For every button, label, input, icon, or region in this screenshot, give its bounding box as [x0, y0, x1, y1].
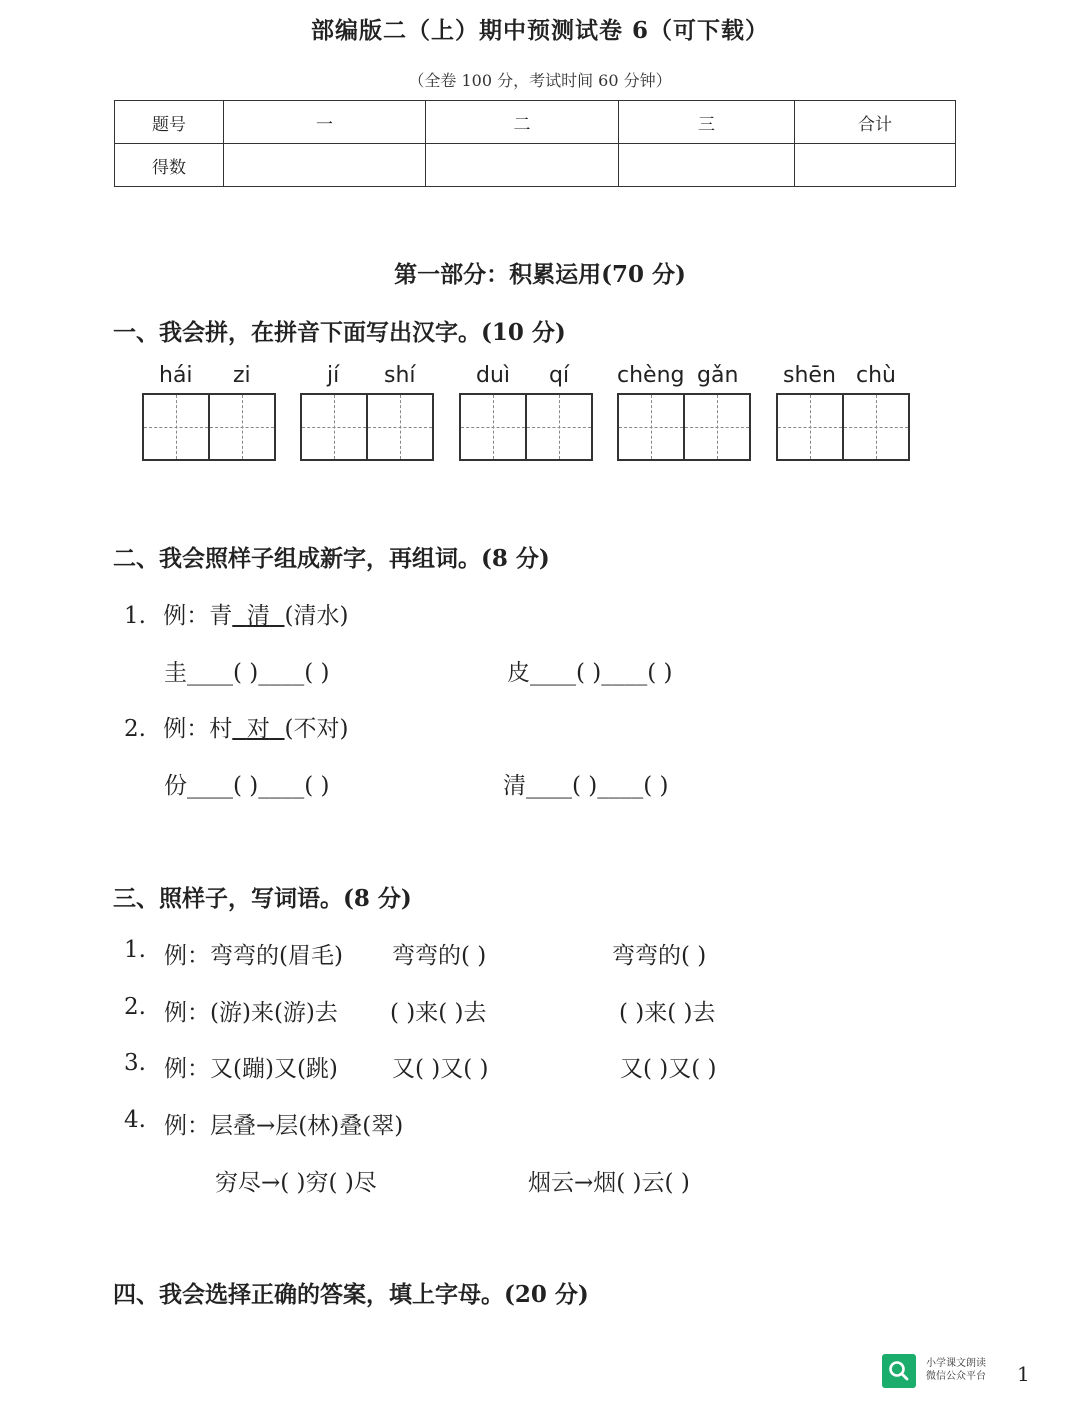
- answer-blank[interactable]: 烟云→烟( )云( ): [528, 1170, 690, 1196]
- writing-grid[interactable]: [617, 393, 751, 461]
- table-cell: 三: [619, 101, 795, 144]
- answer-blank[interactable]: 又( )又( ): [620, 1056, 717, 1082]
- question-number: 3.: [124, 1050, 146, 1076]
- question-number: 1.: [124, 937, 146, 963]
- answer-line[interactable]: 份____( )____( ): [164, 773, 330, 799]
- example-char: 清: [246, 603, 270, 629]
- writing-grid[interactable]: [300, 393, 434, 461]
- score-input-cell[interactable]: [619, 144, 795, 187]
- pinyin: zi: [233, 363, 251, 388]
- section-heading: 一、我会拼，在拼音下面写出汉字。(10 分): [113, 319, 566, 346]
- example-lead: 例：青: [163, 603, 233, 629]
- pinyin: shí: [384, 363, 416, 388]
- answer-blank[interactable]: 又( )又( ): [392, 1056, 489, 1082]
- pinyin: gǎn: [697, 363, 739, 388]
- table-cell: 一: [224, 101, 426, 144]
- score-input-cell[interactable]: [426, 144, 619, 187]
- question-number: 2.: [124, 994, 146, 1020]
- example-text: 例：(游)来(游)去: [164, 1000, 338, 1026]
- question-number: 4.: [124, 1107, 146, 1133]
- pinyin: duì: [476, 363, 511, 388]
- example-word: (清水): [284, 603, 349, 629]
- score-table: [114, 100, 956, 187]
- answer-blank[interactable]: ( )来( )去: [390, 1000, 487, 1026]
- example-char: 对: [246, 716, 270, 742]
- part-title: 第一部分：积累运用(70 分): [394, 261, 686, 288]
- page-number: 1: [1017, 1362, 1030, 1386]
- score-input-cell[interactable]: [795, 144, 956, 187]
- section-heading: 二、我会照样子组成新字，再组词。(8 分): [113, 545, 550, 572]
- search-icon: [882, 1354, 916, 1388]
- section-heading: 三、照样子，写词语。(8 分): [113, 885, 412, 912]
- writing-grid[interactable]: [776, 393, 910, 461]
- pinyin: hái: [159, 363, 193, 388]
- answer-line[interactable]: 皮____( )____( ): [507, 660, 673, 686]
- question-number: 1.: [124, 603, 146, 629]
- example-word: (不对): [284, 716, 349, 742]
- table-cell: 题号: [115, 101, 224, 144]
- answer-blank[interactable]: 穷尽→( )穷( )尽: [215, 1170, 377, 1196]
- answer-line[interactable]: 圭____( )____( ): [164, 660, 330, 686]
- wechat-logo: [882, 1354, 916, 1388]
- answer-blank[interactable]: 弯弯的( ): [612, 943, 707, 969]
- table-row: [115, 144, 956, 187]
- score-input-cell[interactable]: [224, 144, 426, 187]
- example-text: 例：弯弯的(眉毛): [164, 943, 343, 969]
- pinyin: shēn: [783, 363, 836, 388]
- logo-text: 小学课文朗读 微信公众平台: [926, 1358, 986, 1382]
- question-1: [124, 597, 348, 630]
- question-number: 2.: [124, 716, 146, 742]
- writing-grid[interactable]: [459, 393, 593, 461]
- answer-blank[interactable]: 弯弯的( ): [392, 943, 487, 969]
- table-cell: 二: [426, 101, 619, 144]
- page-title: 部编版二（上）期中预测试卷 6（可下载）: [310, 17, 769, 44]
- table-cell: 得数: [115, 144, 224, 187]
- example-text: 例：层叠→层(林)叠(翠): [164, 1113, 404, 1139]
- pinyin: qí: [549, 363, 570, 388]
- exam-info: （全卷 100 分，考试时间 60 分钟）: [408, 71, 672, 90]
- table-row: [115, 101, 956, 144]
- example-lead: 例：村: [163, 716, 233, 742]
- section-heading: 四、我会选择正确的答案，填上字母。(20 分): [113, 1281, 589, 1308]
- answer-line[interactable]: 清____( )____( ): [503, 773, 669, 799]
- example-text: 例：又(蹦)又(跳): [164, 1056, 338, 1082]
- answer-blank[interactable]: ( )来( )去: [619, 1000, 716, 1026]
- table-cell: 合计: [795, 101, 956, 144]
- pinyin: jí: [327, 363, 340, 388]
- pinyin: chèng: [617, 363, 685, 388]
- pinyin: chù: [856, 363, 896, 388]
- writing-grid[interactable]: [142, 393, 276, 461]
- question-2: [124, 710, 348, 743]
